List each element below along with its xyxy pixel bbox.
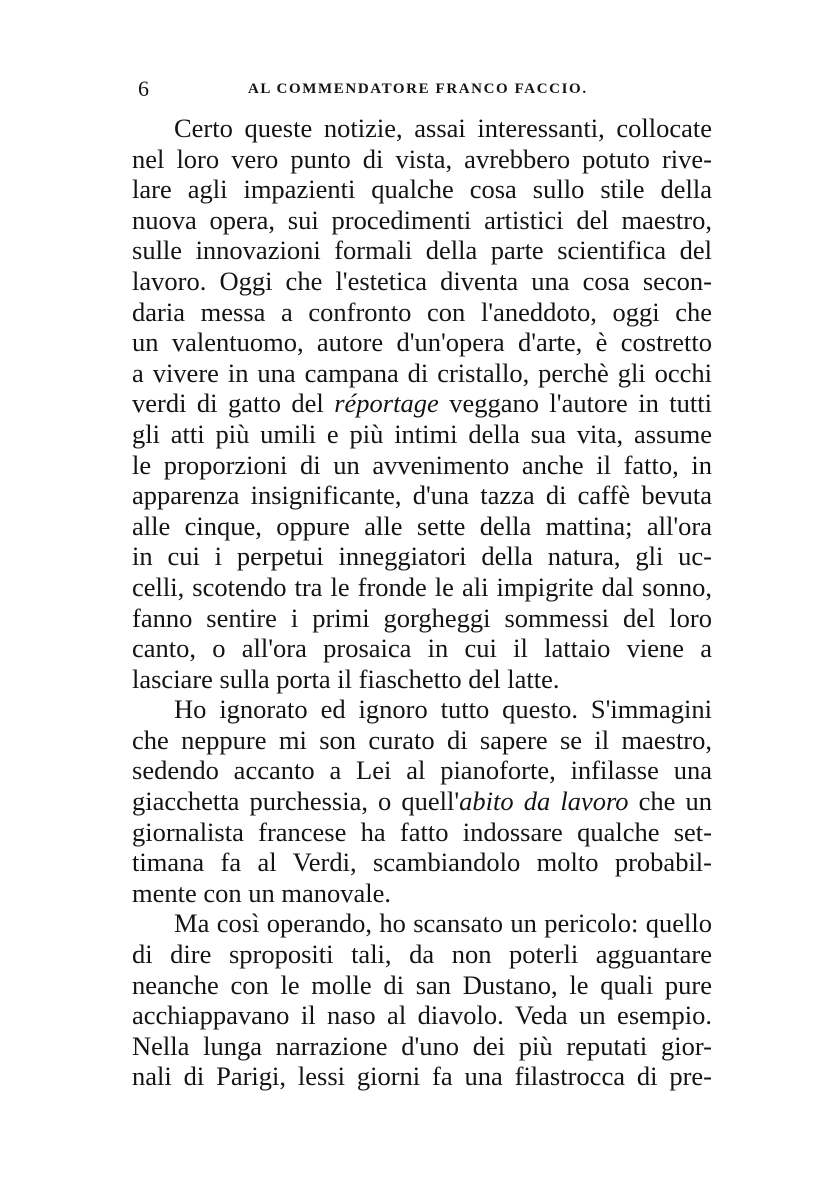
text-line: un valentuomo, autore d'un'opera d'arte, è costretto [132, 327, 712, 358]
text-run: verdi di gatto del [132, 388, 335, 419]
text-line: a vivere in una campana di cristallo, perchè gli occhi [132, 357, 712, 388]
text-line-with-italic [132, 388, 712, 419]
text-line: giornalista francese ha fatto indossare qualche set- [132, 816, 712, 847]
page-number: 6 [138, 76, 149, 101]
text-line: canto, o all'ora prosaica in cui il lattaio viene a [132, 633, 712, 664]
text-line: daria messa a confronto con l'aneddoto, oggi che [132, 296, 712, 327]
text-line: apparenza insignificante, d'una tazza di caffè bevuta [132, 480, 712, 511]
text-line: in cui i perpetui inneggiatori della natura, gli uc- [132, 541, 712, 572]
text-line: celli, scotendo tra le fronde le ali impigrite dal sonno, [132, 571, 712, 602]
text-line: le proporzioni di un avvenimento anche il fatto, in [132, 449, 712, 480]
running-title: AL COMMENDATORE FRANCO FACCIO. [248, 81, 588, 97]
text-line: lasciare sulla porta il fiaschetto del latte. [132, 663, 560, 694]
italic-phrase: abito da lavoro [459, 786, 629, 817]
text-line: nuova opera, sui procedimenti artistici del maestro, [132, 204, 712, 235]
body-text [132, 113, 712, 1092]
text-line: timana fa al Verdi, scambiandolo molto probabil- [132, 847, 712, 878]
text-line: nali di Parigi, lessi giorni fa una filastrocca di pre- [132, 1061, 712, 1092]
text-line: Nella lunga narrazione d'uno dei più reputati gior- [132, 1030, 712, 1061]
text-line: sulle innovazioni formali della parte scientifica del [132, 235, 712, 266]
text-line-with-italic [132, 786, 712, 817]
text-line: fanno sentire i primi gorgheggi sommessi del loro [132, 602, 712, 633]
italic-word: réportage [334, 388, 439, 419]
text-line: che neppure mi son curato di sapere se il maestro, [132, 724, 712, 755]
text-run: veggano l'autore in tutti [438, 388, 712, 419]
text-line: lare agli impazienti qualche cosa sullo stile della [132, 174, 712, 205]
text-line: Ho ignorato ed ignoro tutto questo. S'immagini [174, 694, 712, 725]
text-line: nel loro vero punto di vista, avrebbero potuto rive- [132, 143, 712, 174]
text-line: gli atti più umili e più intimi della sua vita, assume [132, 418, 712, 449]
text-line: acchiappavano il naso al diavolo. Veda un esempio. [132, 1000, 712, 1031]
text-line: Certo queste notizie, assai interessanti, collocate [174, 113, 712, 143]
text-line: neanche con le molle di san Dustano, le quali pure [132, 969, 712, 1000]
text-line: mente con un manovale. [132, 877, 392, 908]
text-line: sedendo accanto a Lei al pianoforte, infilasse una [132, 755, 712, 786]
text-run: che un [628, 786, 713, 817]
text-line: di dire spropositi tali, da non poterli agguantare [132, 939, 712, 970]
text-line: lavoro. Oggi che l'estetica diventa una cosa secon- [132, 265, 712, 296]
text-line: Ma così operando, ho scansato un pericolo: quello [174, 908, 712, 939]
running-head [138, 74, 714, 104]
text-line: alle cinque, oppure alle sette della mattina; all'ora [132, 510, 712, 541]
text-run: giacchetta purchessia, o quell' [132, 786, 460, 817]
